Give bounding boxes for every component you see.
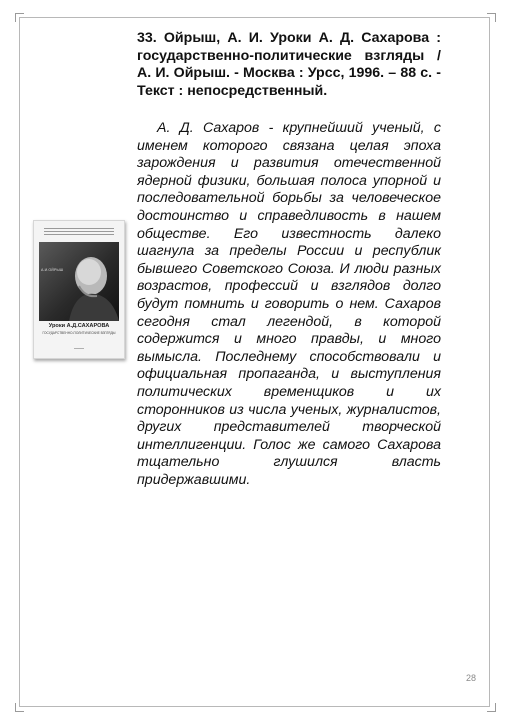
corner-mark-bottom-left [15,703,24,712]
page-number: 28 [466,673,477,683]
book-description: А. Д. Сахаров - крупнейший ученый, с именем которого связана целая эпоха зарождения и развития отечественной ядерной физики, большая полоса упорной и последовательной борьбы за человеческое достоинство и справедливость в нашем обществе. Его известность далеко шагнула за пределы России и республик бывшего Советского Союза. И люди разных возрастов, профессий и взглядов долго будут помнить и говорить о нем. Сахаров сегодня стал легендой, в которой содержится и много правды, и много вымысла. Последнему способствовали и официальная пропаганда, и выступления политических временщиков и их сторонников из числа ученых, журналистов, других представителей творческой интеллигенции. Голос же самого Сахарова тщательно глушился власть придержавшими. [137,120,441,488]
cover-portrait-photo [39,242,119,321]
corner-mark-top-right [487,13,496,22]
book-cover-image [33,220,125,359]
corner-mark-top-left [15,13,24,22]
corner-mark-bottom-right [487,703,496,712]
bibliographic-citation: 33. Ойрыш, А. И. Уроки А. Д. Сахарова : государственно-политические взгляды / А. И. Ойрыш. - Москва : Урсс, 1996. – 88 с. - Текст : непосредственный. [137,30,441,99]
cover-subtitle: ГОСУДАРСТВЕННО-ПОЛИТИЧЕСКИЕ ВЗГЛЯДЫ [42,331,116,335]
portrait-silhouette [39,242,119,321]
cover-author: А.И.ОЙРЫШ [41,268,64,272]
cover-title: Уроки А.Д.САХАРОВА [48,323,110,329]
cover-header-lines [44,228,114,238]
cover-footer-mark [74,348,84,349]
